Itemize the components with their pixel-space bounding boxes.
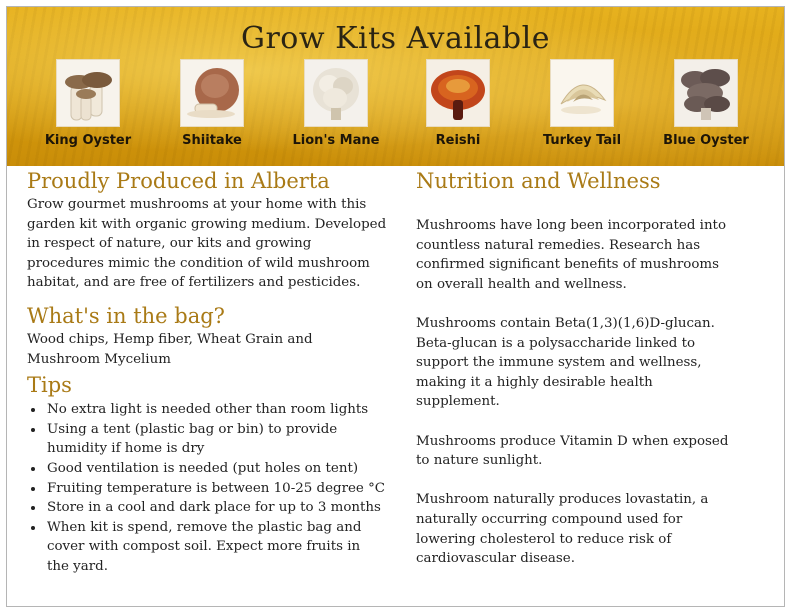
tip-item: • Fruiting temperature is between 10-25 degree °C	[45, 479, 387, 499]
kit-label: Reishi	[435, 133, 481, 148]
kit-label: Lion's Mane	[292, 133, 380, 148]
banner-title: Grow Kits Available	[241, 21, 550, 56]
right-column	[416, 167, 736, 588]
reishi-mushroom-icon	[426, 59, 490, 127]
tips-heading: Tips	[27, 373, 72, 398]
kit-turkey-tail	[537, 59, 627, 163]
nutrition-paragraph: Mushrooms contain Beta(1,3)(1,6)D-glucan. Beta-glucan is a polysaccharide linked to support the immune system and wellness, making it a highly desirable health supplement.	[416, 315, 715, 410]
kit-king-oyster	[43, 59, 133, 163]
bag-body: Wood chips, Hemp fiber, Wheat Grain and Mushroom Mycelium	[27, 331, 313, 367]
produced-heading: Proudly Produced in Alberta	[27, 169, 330, 193]
turkey-tail-mushroom-icon	[550, 59, 614, 127]
kit-shiitake	[167, 59, 257, 163]
tip-item: • Store in a cool and dark place for up to 3 months	[45, 498, 387, 518]
nutrition-paragraph: Mushrooms have long been incorporated into countless natural remedies. Research has confirmed significant benefits of mushrooms on overall health and wellness.	[416, 218, 727, 292]
kit-reishi	[413, 59, 503, 163]
shiitake-mushroom-icon	[180, 59, 244, 127]
nutrition-heading: Nutrition and Wellness	[416, 169, 661, 193]
kit-label: Turkey Tail	[542, 133, 622, 148]
kit-blue-oyster	[661, 59, 751, 163]
tip-item: • Good ventilation is needed (put holes on tent)	[45, 459, 387, 479]
blue-oyster-mushroom-icon	[674, 59, 738, 127]
kit-label: Shiitake	[182, 133, 242, 148]
tip-item: • Using a tent (plastic bag or bin) to provide humidity if home is dry	[45, 420, 357, 459]
kit-lions-mane	[291, 59, 381, 163]
lions-mane-mushroom-icon	[304, 59, 368, 127]
bag-heading: What's in the bag?	[27, 303, 225, 328]
nutrition-paragraph: Mushroom naturally produces lovastatin, a naturally occurring compound used for lowering cholesterol to reduce risk of cardiovascular disease.	[416, 492, 709, 567]
grow-kits-banner	[7, 7, 784, 166]
left-column	[27, 167, 387, 577]
kit-label: King Oyster	[44, 133, 132, 148]
produced-body: Grow gourmet mushrooms at your home with this garden kit with organic growing medium. Developed in respect of nature, our kits and growing procedures mimic the condition of wild mushroom habitat, and are free of fertilizers and pesticides.	[27, 197, 387, 291]
tips-list	[27, 400, 387, 576]
tip-item: • No extra light is needed other than room lights	[45, 400, 387, 420]
tip-item: • When kit is spend, remove the plastic bag and cover with compost soil. Expect more fruits in the yard.	[45, 518, 377, 577]
nutrition-paragraph: Mushrooms produce Vitamin D when exposed to nature sunlight.	[416, 433, 729, 469]
kit-label: Blue Oyster	[663, 133, 749, 148]
flyer-card	[6, 6, 785, 607]
king-oyster-mushroom-icon	[56, 59, 120, 127]
